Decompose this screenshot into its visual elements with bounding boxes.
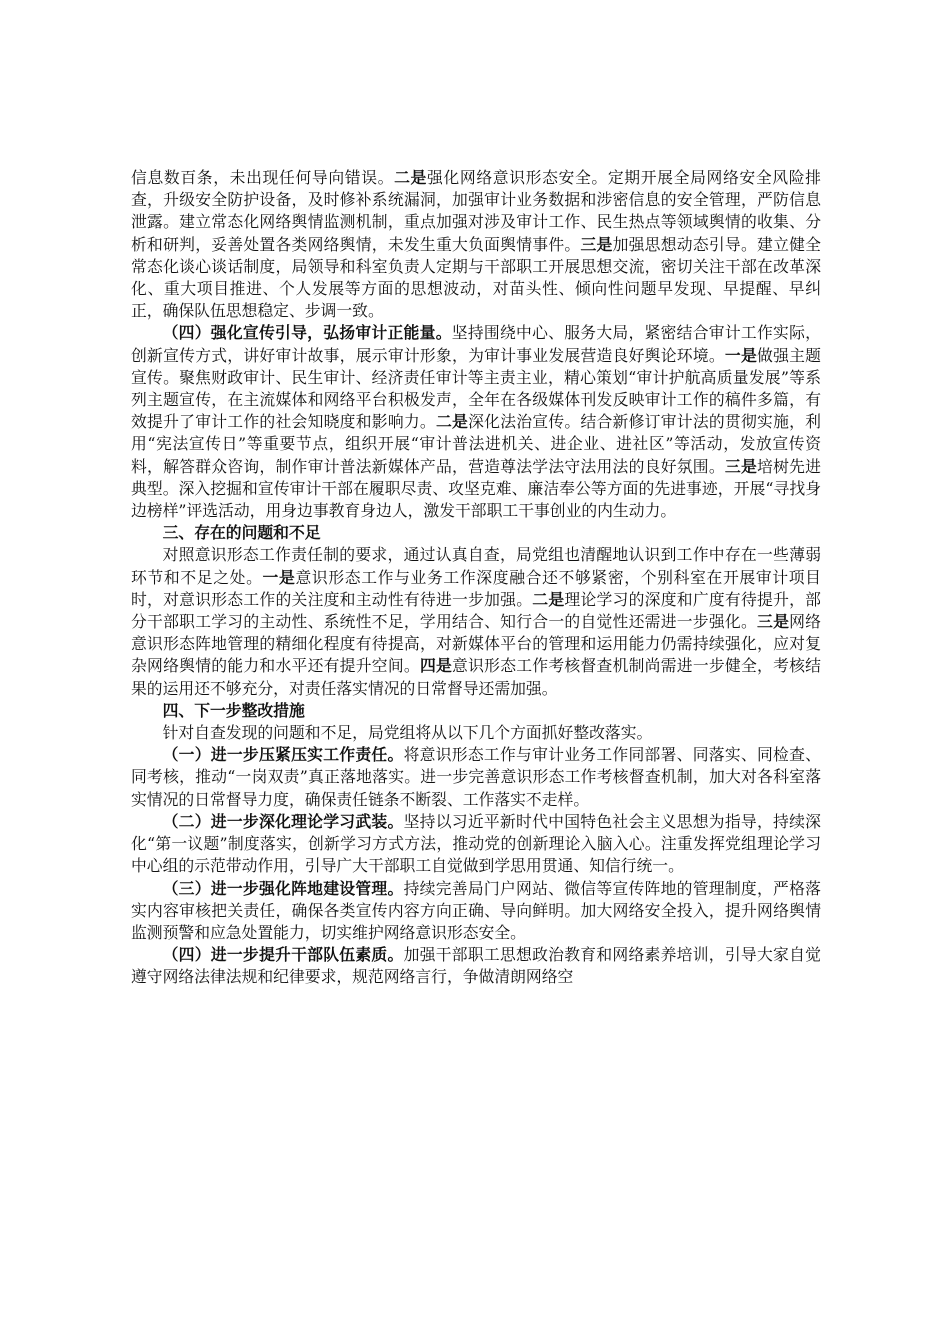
emphasis-text: 三是 (757, 612, 790, 632)
emphasis-text: （四）强化宣传引导，弘扬审计正能量。 (162, 323, 452, 343)
body-text: 四、下一步整改措施 (162, 700, 305, 720)
emphasis-text: 二是 (532, 589, 565, 609)
document-body (131, 167, 821, 989)
emphasis-text: （二）进一步深化理论学习武装。 (162, 811, 404, 831)
section-heading (131, 700, 821, 722)
paragraph (131, 944, 821, 988)
emphasis-text: 二是 (394, 168, 427, 187)
paragraph (131, 878, 821, 945)
body-text: 加强干部职工思想政治教育和网络素养培训，引导大家自觉遵守网络法律法规和纪律要求，规范网络言行，争做清朗网络空 (131, 945, 821, 987)
emphasis-text: 三是 (724, 456, 758, 476)
body-text: 三、存在的问题和不足 (162, 523, 321, 543)
emphasis-text: 三是 (580, 234, 613, 254)
body-text: 意识形态工作与业务工作深度融合还不够紧密，个别科室在开展审计项目时，对意识形态工作的关注度和主动性有待进一步加强。 (131, 567, 821, 609)
emphasis-text: 二是 (435, 412, 469, 432)
body-text: 做强主题宣传。聚焦财政审计、民生审计、经济责任审计等主责主业，精心策划“审计护航高质量发展”等系列主题宣传，在主流媒体和网络平台积极发声，全年在各级媒体刊发反映审计工作的稿件多篇，有效提升了审计工作的社会知晓度和影响力。 (131, 345, 821, 432)
paragraph (131, 744, 821, 811)
emphasis-text: （四）进一步提升干部队伍素质。 (162, 945, 404, 965)
paragraph-continued (131, 167, 821, 322)
body-text: 坚持围绕中心、服务大局，紧密结合审计工作实际，创新宣传方式，讲好审计故事，展示审计形象，为审计事业发展营造良好舆论环境。 (131, 323, 821, 365)
paragraph (131, 811, 821, 878)
body-text: 对照意识形态工作责任制的要求，通过认真自查，局党组也清醒地认识到工作中存在一些薄弱环节和不足之处。 (131, 545, 821, 587)
paragraph (131, 544, 821, 699)
emphasis-text: 一是 (262, 567, 296, 587)
body-text: 理论学习的深度和广度有待提升，部分干部职工学习的主动性、系统性不足，学用结合、知行合一的自觉性还需进一步强化。 (131, 589, 821, 632)
body-text: 持续完善局门户网站、微信等宣传阵地的管理制度，严格落实内容审核把关责任，确保各类宣传内容方向正确、导向鲜明。加大网络安全投入，提升网络舆情监测预警和应急处置能力，切实维护网络意识形态安全。 (131, 878, 821, 942)
body-text: 信息数百条，未出现任何导向错误。 (131, 168, 395, 187)
paragraph (131, 322, 821, 522)
emphasis-text: （三）进一步强化阵地建设管理。 (162, 878, 404, 898)
body-text: 网络意识形态阵地管理的精细化程度有待提高，对新媒体平台的管理和运用能力仍需持续强化，应对复杂网络舆情的能力和水平还有提升空间。 (131, 612, 821, 676)
body-text: 培树先进典型。深入挖掘和宣传审计干部在履职尽责、攻坚克难、廉洁奉公等方面的先进事迹，开展“寻找身边榜样”评选活动，用身边事教育身边人，激发干部职工干事创业的内生动力。 (131, 456, 821, 521)
section-heading (131, 522, 821, 544)
emphasis-text: 四是 (419, 656, 453, 676)
body-text: 坚持以习近平新时代中国特色社会主义思想为指导，持续深化“第一议题”制度落实，创新学习方式方法，推动党的创新理论入脑入心。注重发挥党组理论学习中心组的示范带动作用，引导广大干部职工自觉做到学思用贯通、知信行统一。 (131, 811, 821, 876)
emphasis-text: 一是 (724, 345, 758, 365)
body-text: 将意识形态工作与审计业务工作同部署、同落实、同检查、同考核，推动“一岗双责”真正落地落实。进一步完善意识形态工作考核督查机制，加大对各科室落实情况的日常督导力度，确保责任链条不断裂、工作落实不走样。 (131, 745, 821, 809)
body-text: 意识形态工作考核督查机制尚需进一步健全，考核结果的运用还不够充分，对责任落实情况的日常督导还需加强。 (131, 656, 821, 698)
paragraph (131, 722, 821, 744)
body-text: 强化网络意识形态安全。定期开展全局网络安全风险排查，升级安全防护设备，及时修补系统漏洞，加强审计业务数据和涉密信息的安全管理，严防信息泄露。建立常态化网络舆情监测机制，重点加强对涉及审计工作、民生热点等领域舆情的收集、分析和研判，妥善处置各类网络舆情，未发生重大负面舆情事件。 (131, 168, 821, 254)
emphasis-text: （一）进一步压紧压实工作责任。 (162, 745, 404, 765)
body-text: 加强思想动态引导。建立健全常态化谈心谈话制度，局领导和科室负责人定期与干部职工开展思想交流，密切关注干部在改革深化、重大项目推进、个人发展等方面的思想波动，对苗头性、倾向性问题早发现、早提醒、早纠正，确保队伍思想稳定、步调一致。 (131, 234, 821, 321)
body-text: 针对自查发现的问题和不足，局党组将从以下几个方面抓好整改落实。 (162, 723, 653, 743)
body-text: 深化法治宣传。结合新修订审计法的贯彻实施，利用“宪法宣传日”等重要节点，组织开展“审计普法进机关、进企业、进社区”等活动，发放宣传资料，解答群众咨询，制作审计普法新媒体产品，营造尊法学法守法用法的良好氛围。 (131, 412, 821, 476)
